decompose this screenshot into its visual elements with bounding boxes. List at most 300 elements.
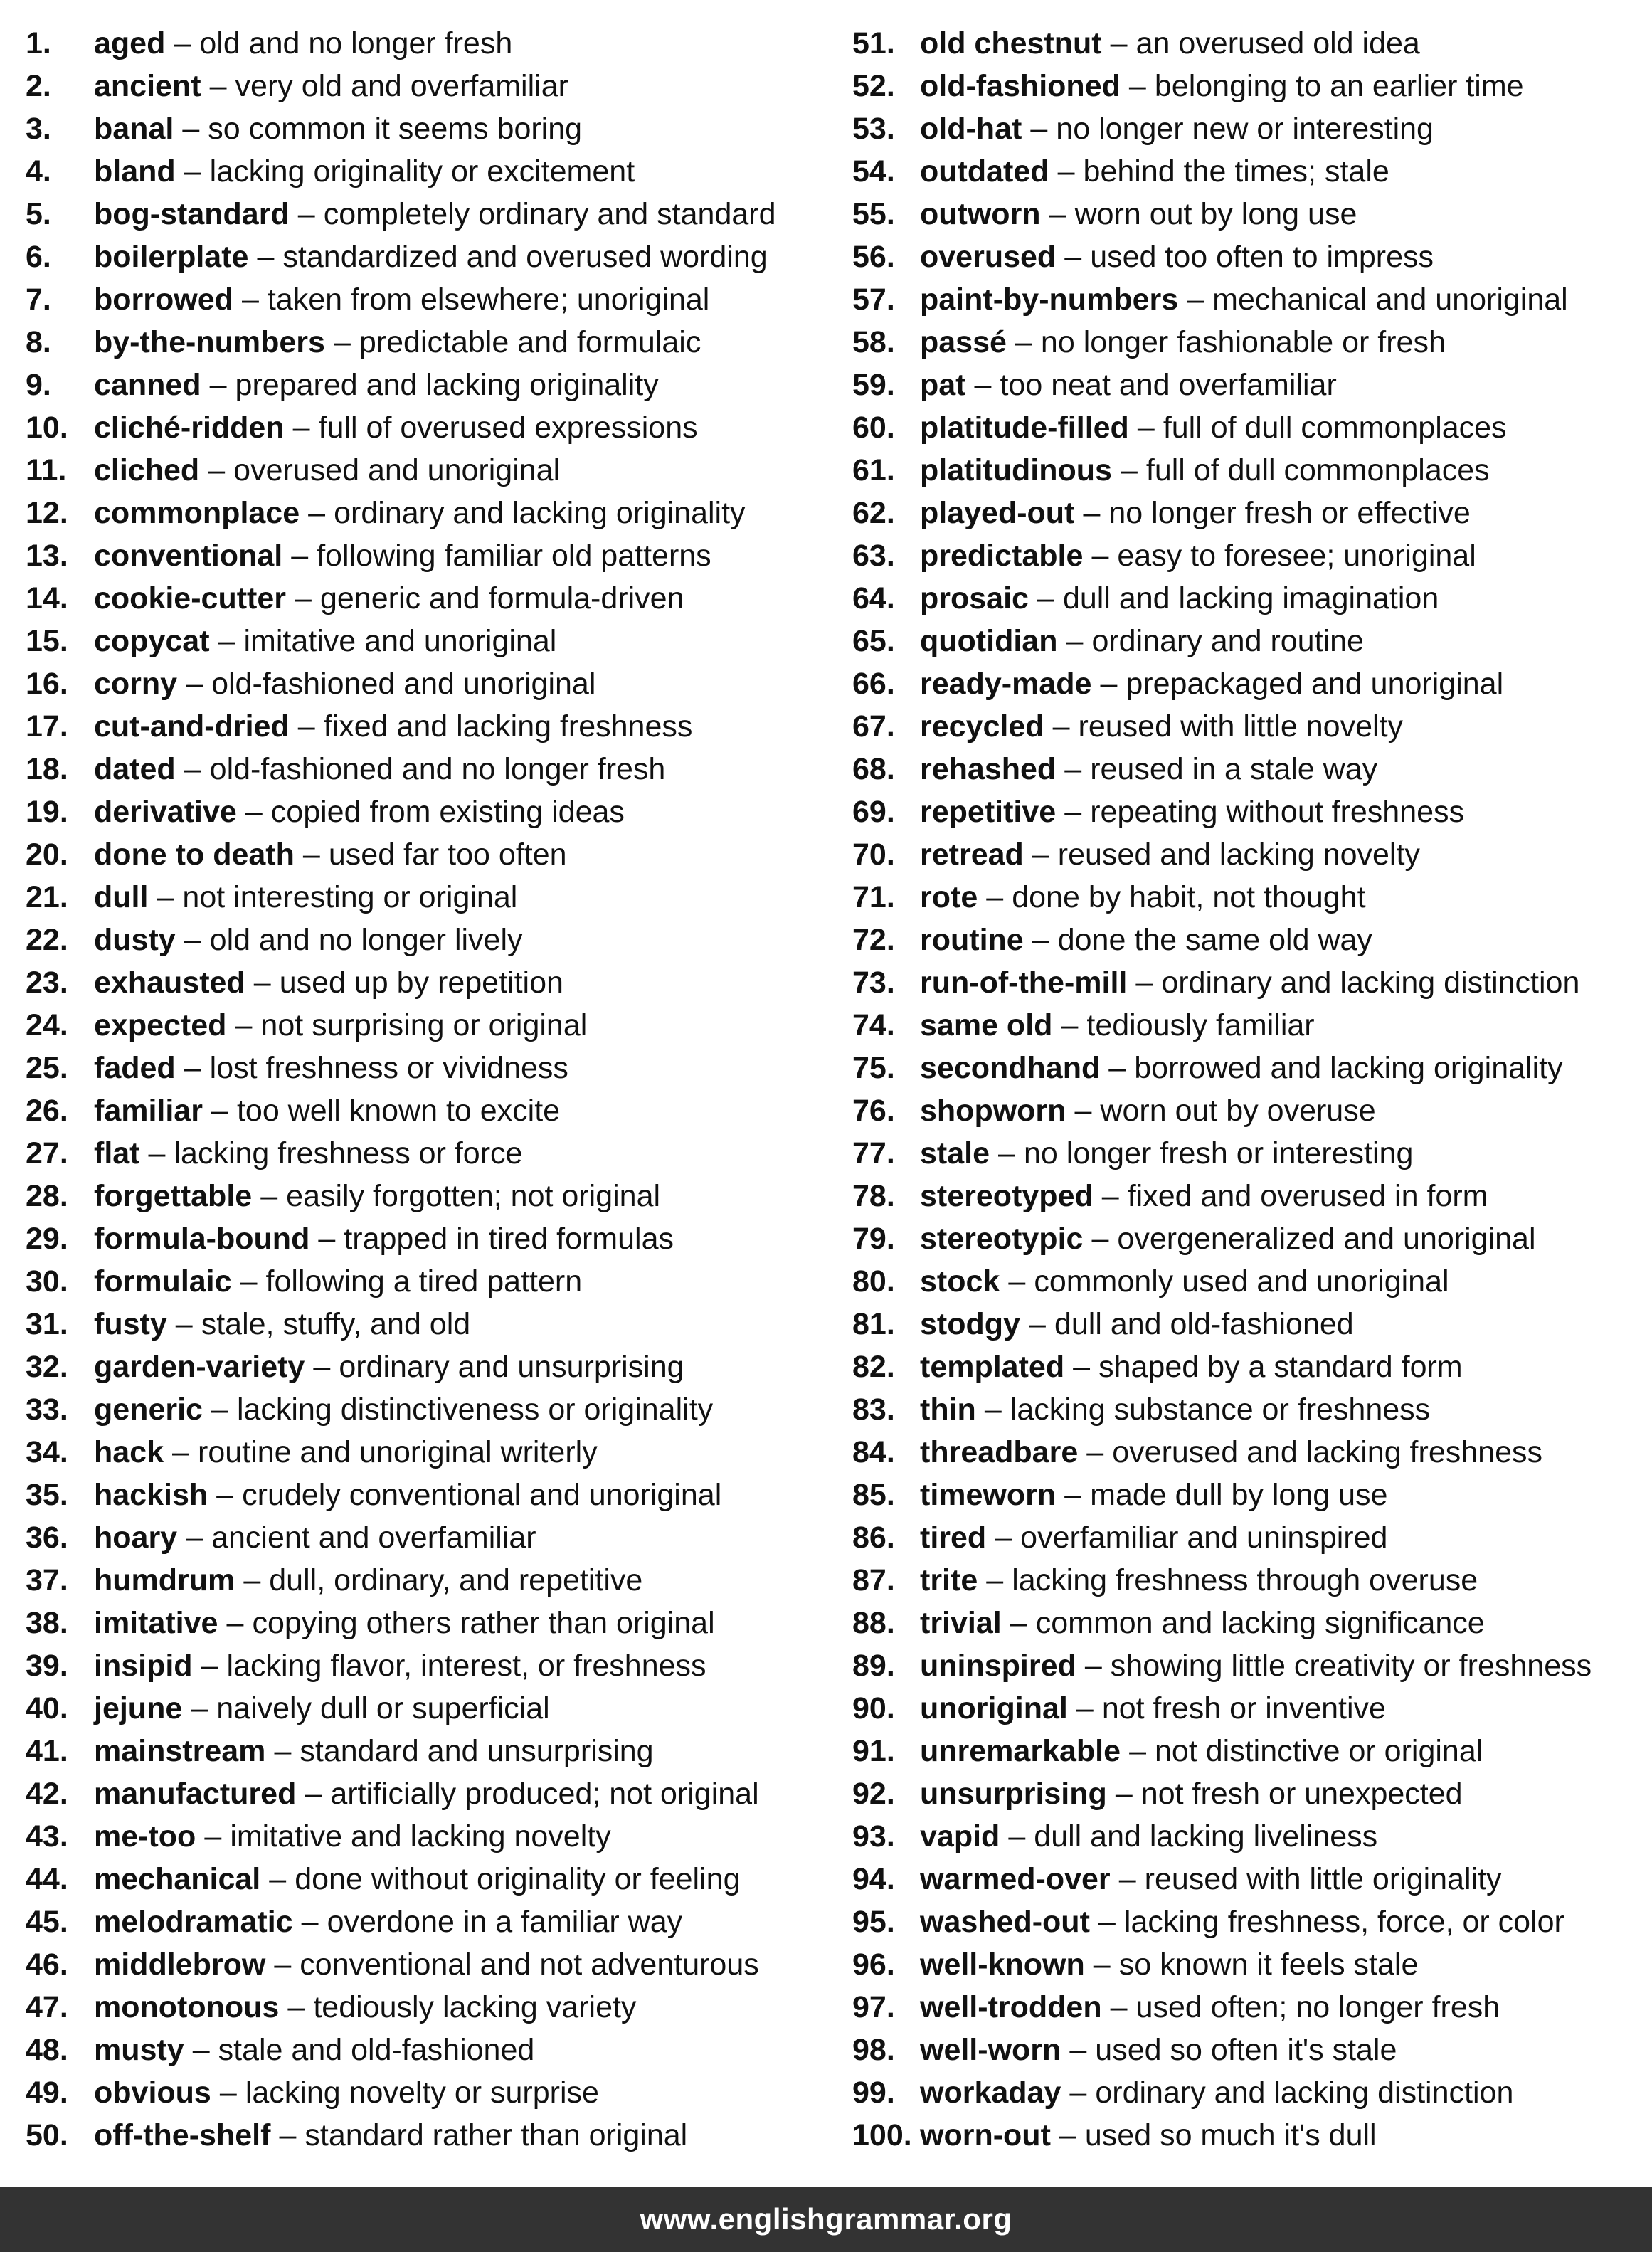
entry-definition: not distinctive or original	[1155, 1734, 1483, 1768]
list-item	[26, 1644, 865, 1687]
entry-number: 85.	[852, 1478, 895, 1512]
entry-definition: conventional and not adventurous	[300, 1947, 759, 1982]
entry-separator: –	[1008, 1264, 1026, 1299]
entry-definition: no longer fashionable or fresh	[1040, 325, 1446, 359]
entry-number: 41.	[26, 1734, 68, 1768]
entry-separator: –	[1057, 154, 1075, 189]
entry-definition: made dull by long use	[1090, 1478, 1388, 1512]
entry-definition: taken from elsewhere; unoriginal	[267, 282, 710, 317]
entry-separator: –	[245, 795, 263, 829]
entry-definition: standardized and overused wording	[282, 240, 768, 274]
list-item	[26, 1986, 865, 2029]
entry-definition: lacking originality or excitement	[209, 154, 635, 189]
entry-text	[94, 919, 523, 961]
entry-term: flat	[94, 1136, 140, 1170]
list-item	[852, 1516, 1652, 1559]
entry-text	[94, 107, 582, 150]
entry-separator: –	[1032, 923, 1049, 957]
entry-term: monotonous	[94, 1990, 280, 2024]
entry-text	[94, 961, 563, 1004]
entry-text	[94, 364, 659, 406]
list-item	[26, 1815, 865, 1858]
entry-text	[920, 1943, 1418, 1986]
entry-definition: stale, stuffy, and old	[201, 1307, 471, 1341]
entry-definition: borrowed and lacking originality	[1134, 1051, 1563, 1085]
entry-term: warmed-over	[920, 1862, 1111, 1896]
list-item	[26, 2071, 865, 2114]
list-item	[26, 406, 865, 449]
entry-separator: –	[174, 26, 191, 60]
entry-number: 18.	[26, 752, 68, 786]
list-item	[26, 1901, 865, 1943]
entry-term: musty	[94, 2033, 184, 2067]
entry-separator: –	[302, 837, 320, 872]
entry-term: garden-variety	[94, 1350, 305, 1384]
entry-definition: ordinary and routine	[1091, 624, 1364, 658]
entry-number: 65.	[852, 624, 895, 658]
entry-definition: very old and overfamiliar	[235, 69, 568, 103]
entry-separator: –	[1066, 624, 1084, 658]
entry-text	[920, 1815, 1377, 1858]
entry-number: 76.	[852, 1094, 895, 1128]
entry-number: 63.	[852, 539, 895, 573]
entry-number: 20.	[26, 837, 68, 872]
entry-number: 80.	[852, 1264, 895, 1299]
entry-definition: lacking freshness through overuse	[1012, 1563, 1478, 1597]
entry-definition: showing little creativity or freshness	[1110, 1649, 1592, 1683]
entry-number: 1.	[26, 26, 51, 60]
entry-separator: –	[209, 368, 227, 402]
entry-separator: –	[1110, 1990, 1128, 2024]
entry-text	[94, 876, 517, 919]
entry-term: old-fashioned	[920, 69, 1121, 103]
entry-number: 73.	[852, 966, 895, 1000]
list-item	[26, 833, 865, 876]
entry-separator: –	[279, 2118, 297, 2152]
entry-number: 16.	[26, 667, 68, 701]
entry-number: 37.	[26, 1563, 68, 1597]
entry-separator: –	[211, 1392, 228, 1427]
entry-text	[920, 1004, 1315, 1047]
entry-definition: an overused old idea	[1135, 26, 1420, 60]
list-item	[852, 1815, 1652, 1858]
entry-text	[94, 2071, 599, 2114]
entry-separator: –	[274, 1947, 292, 1982]
entry-term: familiar	[94, 1094, 203, 1128]
entry-separator: –	[1100, 667, 1118, 701]
footer-url[interactable]: www.englishgrammar.org	[640, 2202, 1012, 2236]
entry-term: stale	[920, 1136, 990, 1170]
entry-term: outworn	[920, 197, 1041, 231]
entry-separator: –	[191, 1691, 208, 1725]
list-item	[852, 1004, 1652, 1047]
list-item	[26, 1217, 865, 1260]
entry-separator: –	[1049, 197, 1066, 231]
entry-number: 17.	[26, 709, 68, 744]
list-item	[26, 2029, 865, 2071]
list-item	[852, 662, 1652, 705]
entry-separator: –	[301, 1905, 319, 1939]
list-item	[26, 364, 865, 406]
entry-separator: –	[305, 1777, 322, 1811]
entry-term: recycled	[920, 709, 1044, 744]
entry-text	[94, 1175, 660, 1217]
entry-number: 24.	[26, 1008, 68, 1042]
entry-separator: –	[1076, 1691, 1094, 1725]
list-item	[852, 876, 1652, 919]
entry-separator: –	[297, 709, 315, 744]
entry-text	[920, 22, 1420, 65]
list-item	[852, 193, 1652, 236]
entry-definition: overgeneralized and unoriginal	[1117, 1222, 1536, 1256]
entry-text	[920, 1175, 1488, 1217]
entry-term: washed-out	[920, 1905, 1090, 1939]
entry-text	[94, 1047, 568, 1089]
entry-separator: –	[1187, 282, 1204, 317]
entry-separator: –	[204, 1819, 222, 1854]
entry-text	[94, 1986, 636, 2029]
entry-definition: lacking flavor, interest, or freshness	[226, 1649, 706, 1683]
entry-separator: –	[1098, 1905, 1116, 1939]
entry-term: hackish	[94, 1478, 208, 1512]
entry-definition: easily forgotten; not original	[286, 1179, 661, 1213]
list-item	[26, 1303, 865, 1346]
entry-separator: –	[257, 240, 275, 274]
entry-definition: so common it seems boring	[208, 112, 583, 146]
entry-separator: –	[186, 1521, 203, 1555]
entry-term: platitude-filled	[920, 411, 1129, 445]
list-item	[26, 1388, 865, 1431]
entry-term: stereotypic	[920, 1222, 1084, 1256]
entry-term: thin	[920, 1392, 976, 1427]
entry-number: 92.	[852, 1777, 895, 1811]
entry-term: trivial	[920, 1606, 1002, 1640]
entry-text	[920, 321, 1446, 364]
entry-number: 13.	[26, 539, 68, 573]
entry-text	[94, 193, 776, 236]
list-item	[852, 1858, 1652, 1901]
entry-definition: overfamiliar and uninspired	[1020, 1521, 1388, 1555]
entry-definition: lacking novelty or surprise	[245, 2076, 599, 2110]
entry-term: workaday	[920, 2076, 1061, 2110]
entry-separator: –	[211, 1094, 228, 1128]
entry-number: 10.	[26, 411, 68, 445]
entry-text	[920, 1388, 1430, 1431]
entry-number: 91.	[852, 1734, 895, 1768]
entry-text	[920, 1730, 1483, 1772]
entry-number: 4.	[26, 154, 51, 189]
entry-term: tired	[920, 1521, 987, 1555]
entry-text	[920, 1687, 1386, 1730]
entry-text	[920, 1303, 1354, 1346]
entry-term: stock	[920, 1264, 1000, 1299]
entry-number: 42.	[26, 1777, 68, 1811]
list-item	[852, 1431, 1652, 1474]
entry-text	[94, 1858, 741, 1901]
entry-definition: copied from existing ideas	[270, 795, 625, 829]
entry-term: outdated	[920, 154, 1049, 189]
entry-number: 38.	[26, 1606, 68, 1640]
entry-definition: not fresh or inventive	[1101, 1691, 1386, 1725]
entry-definition: prepackaged and unoriginal	[1126, 667, 1504, 701]
entry-number: 33.	[26, 1392, 68, 1427]
entry-separator: –	[201, 1649, 218, 1683]
entry-number: 79.	[852, 1222, 895, 1256]
list-item	[852, 278, 1652, 321]
entry-number: 68.	[852, 752, 895, 786]
entry-number: 58.	[852, 325, 895, 359]
entry-term: formula-bound	[94, 1222, 310, 1256]
entry-text	[94, 236, 768, 278]
entry-text	[920, 1346, 1463, 1388]
entry-separator: –	[1069, 2033, 1087, 2067]
list-item	[26, 236, 865, 278]
entry-number: 99.	[852, 2076, 895, 2110]
entry-text	[94, 1602, 715, 1644]
entry-number: 77.	[852, 1136, 895, 1170]
entry-number: 78.	[852, 1179, 895, 1213]
entry-definition: not fresh or unexpected	[1140, 1777, 1463, 1811]
entry-term: unsurprising	[920, 1777, 1107, 1811]
entry-text	[94, 1474, 721, 1516]
entry-number: 66.	[852, 667, 895, 701]
entry-text	[920, 1986, 1500, 2029]
entry-term: old-hat	[920, 112, 1022, 146]
entry-number: 100.	[852, 2118, 912, 2152]
entry-text	[94, 1559, 642, 1602]
entry-separator: –	[184, 752, 201, 786]
entry-text	[920, 1559, 1478, 1602]
entry-separator: –	[274, 1734, 292, 1768]
entry-number: 30.	[26, 1264, 68, 1299]
list-item	[26, 65, 865, 107]
entry-separator: –	[1069, 2076, 1087, 2110]
entry-separator: –	[1037, 581, 1054, 615]
entry-number: 84.	[852, 1435, 895, 1469]
entry-separator: –	[1059, 2118, 1076, 2152]
entry-term: generic	[94, 1392, 203, 1427]
entry-text	[94, 278, 709, 321]
entry-separator: –	[1101, 1179, 1119, 1213]
entry-term: vapid	[920, 1819, 1000, 1854]
list-item	[852, 1217, 1652, 1260]
entry-definition: ordinary and lacking distinction	[1161, 966, 1580, 1000]
entry-text	[920, 833, 1420, 876]
entry-definition: repeating without freshness	[1090, 795, 1465, 829]
entry-definition: done without originality or feeling	[295, 1862, 741, 1896]
entry-term: hoary	[94, 1521, 178, 1555]
list-item	[26, 1943, 865, 1986]
entry-number: 60.	[852, 411, 895, 445]
left-column	[26, 22, 865, 2157]
list-item	[26, 1047, 865, 1089]
entry-term: timeworn	[920, 1478, 1057, 1512]
entry-definition: ordinary and unsurprising	[339, 1350, 684, 1384]
entry-text	[94, 1516, 536, 1559]
list-item	[852, 22, 1652, 65]
list-item	[26, 876, 865, 919]
entry-separator: –	[1118, 1862, 1136, 1896]
entry-text	[920, 577, 1439, 620]
entry-term: prosaic	[920, 581, 1029, 615]
list-item	[852, 364, 1652, 406]
entry-term: done to death	[94, 837, 295, 872]
list-item	[852, 492, 1652, 534]
entry-separator: –	[1073, 1350, 1091, 1384]
entry-separator: –	[209, 69, 227, 103]
list-item	[852, 833, 1652, 876]
list-item	[852, 1687, 1652, 1730]
entry-text	[920, 2114, 1377, 2157]
entry-number: 96.	[852, 1947, 895, 1982]
entry-separator: –	[1128, 69, 1146, 103]
entry-number: 94.	[852, 1862, 895, 1896]
entry-definition: routine and unoriginal writerly	[198, 1435, 598, 1469]
entry-definition: lacking substance or freshness	[1010, 1392, 1431, 1427]
entry-text	[920, 236, 1434, 278]
entry-separator: –	[260, 1179, 278, 1213]
entry-number: 27.	[26, 1136, 68, 1170]
entry-definition: following familiar old patterns	[317, 539, 711, 573]
entry-number: 9.	[26, 368, 51, 402]
entry-separator: –	[1115, 1777, 1133, 1811]
entry-term: derivative	[94, 795, 237, 829]
entry-term: well-worn	[920, 2033, 1061, 2067]
entry-separator: –	[240, 1264, 258, 1299]
entry-term: well-known	[920, 1947, 1085, 1982]
entry-term: exhausted	[94, 966, 245, 1000]
entry-number: 87.	[852, 1563, 895, 1597]
entry-number: 81.	[852, 1307, 895, 1341]
list-item	[852, 1089, 1652, 1132]
list-item	[26, 1687, 865, 1730]
list-item	[852, 2029, 1652, 2071]
entry-term: bland	[94, 154, 176, 189]
list-item	[26, 1175, 865, 1217]
entry-separator: –	[998, 1136, 1015, 1170]
entry-number: 59.	[852, 368, 895, 402]
list-item	[26, 1004, 865, 1047]
list-item	[26, 1772, 865, 1815]
entry-definition: dull and lacking liveliness	[1034, 1819, 1378, 1854]
entry-definition: generic and formula-driven	[320, 581, 684, 615]
entry-term: jejune	[94, 1691, 183, 1725]
entry-term: aged	[94, 26, 166, 60]
entry-number: 11.	[26, 453, 67, 487]
entry-term: conventional	[94, 539, 283, 573]
entry-text	[920, 278, 1568, 321]
entry-text	[920, 107, 1434, 150]
entry-text	[920, 919, 1372, 961]
entry-number: 98.	[852, 2033, 895, 2067]
entry-definition: used often; no longer fresh	[1135, 1990, 1500, 2024]
entry-number: 22.	[26, 923, 68, 957]
entry-definition: done by habit, not thought	[1012, 880, 1366, 914]
entry-separator: –	[1084, 1649, 1102, 1683]
list-item	[852, 1474, 1652, 1516]
entry-text	[94, 748, 665, 791]
entry-separator: –	[1110, 26, 1128, 60]
entry-separator: –	[1135, 966, 1153, 1000]
entry-text	[94, 1687, 550, 1730]
entry-definition: commonly used and unoriginal	[1034, 1264, 1449, 1299]
list-item	[26, 662, 865, 705]
word-list	[0, 22, 1652, 2157]
entry-term: stereotyped	[920, 1179, 1094, 1213]
entry-number: 40.	[26, 1691, 68, 1725]
entry-separator: –	[333, 325, 351, 359]
entry-definition: behind the times; stale	[1083, 154, 1389, 189]
entry-text	[920, 1474, 1387, 1516]
entry-text	[94, 833, 567, 876]
entry-term: borrowed	[94, 282, 233, 317]
list-item	[26, 1559, 865, 1602]
entry-number: 8.	[26, 325, 51, 359]
entry-separator: –	[182, 112, 200, 146]
entry-definition: dull, ordinary, and repetitive	[269, 1563, 643, 1597]
entry-term: ready-made	[920, 667, 1092, 701]
entry-text	[920, 1772, 1463, 1815]
entry-separator: –	[1064, 795, 1082, 829]
entry-text	[94, 22, 512, 65]
entry-text	[94, 620, 556, 662]
entry-number: 90.	[852, 1691, 895, 1725]
entry-text	[920, 876, 1366, 919]
entry-definition: prepared and lacking originality	[235, 368, 659, 402]
entry-term: obvious	[94, 2076, 211, 2110]
entry-term: middlebrow	[94, 1947, 266, 1982]
entry-definition: lost freshness or vividness	[209, 1051, 568, 1085]
entry-number: 14.	[26, 581, 68, 615]
entry-definition: tediously lacking variety	[313, 1990, 637, 2024]
entry-number: 86.	[852, 1521, 895, 1555]
list-item	[852, 449, 1652, 492]
entry-number: 29.	[26, 1222, 68, 1256]
entry-definition: lacking freshness or force	[174, 1136, 523, 1170]
entry-text	[94, 2114, 687, 2157]
entry-text	[94, 1260, 582, 1303]
entry-separator: –	[1083, 496, 1101, 530]
entry-term: old chestnut	[920, 26, 1102, 60]
entry-term: rehashed	[920, 752, 1057, 786]
entry-term: commonplace	[94, 496, 300, 530]
entry-term: dated	[94, 752, 176, 786]
entry-text	[920, 662, 1503, 705]
list-item	[852, 321, 1652, 364]
list-item	[852, 2071, 1652, 2114]
entry-term: well-trodden	[920, 1990, 1102, 2024]
entry-term: cookie-cutter	[94, 581, 287, 615]
entry-text	[920, 1602, 1485, 1644]
entry-text	[94, 1772, 759, 1815]
entry-number: 23.	[26, 966, 68, 1000]
entry-separator: –	[1028, 1307, 1046, 1341]
entry-definition: used so often it's stale	[1095, 2033, 1397, 2067]
list-item	[852, 1132, 1652, 1175]
entry-term: cut-and-dried	[94, 709, 290, 744]
entry-number: 34.	[26, 1435, 68, 1469]
entry-separator: –	[184, 923, 201, 957]
entry-number: 32.	[26, 1350, 68, 1384]
entry-separator: –	[184, 154, 201, 189]
entry-term: mechanical	[94, 1862, 261, 1896]
entry-number: 26.	[26, 1094, 68, 1128]
entry-number: 12.	[26, 496, 68, 530]
entry-text	[920, 1431, 1542, 1474]
list-item	[852, 577, 1652, 620]
entry-definition: crudely conventional and unoriginal	[242, 1478, 722, 1512]
entry-term: cliched	[94, 453, 200, 487]
